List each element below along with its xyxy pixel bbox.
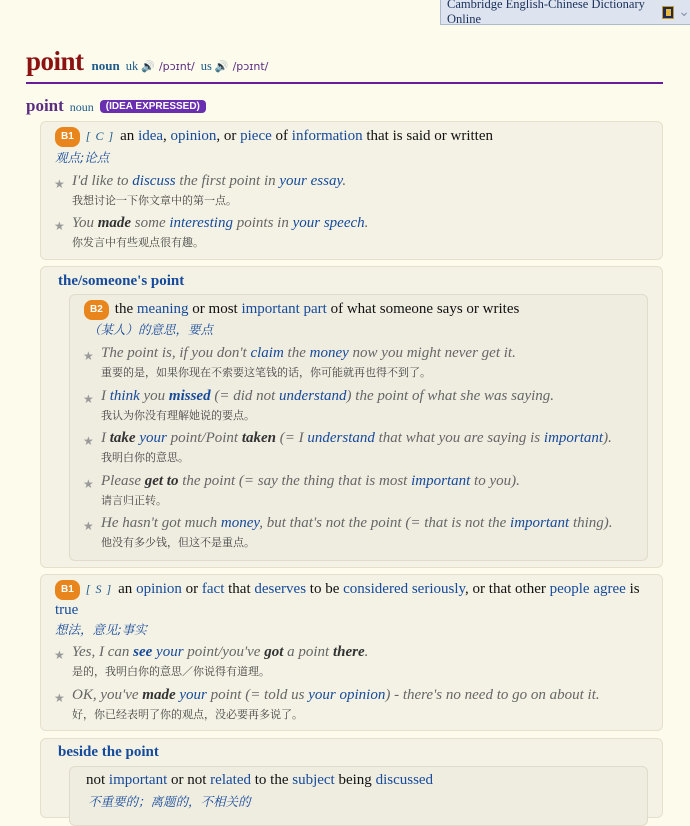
word-link[interactable]: important xyxy=(510,515,570,531)
definition-chinese: 想法，意见;事实 xyxy=(55,622,147,637)
example-translation: 好，你已经表明了你的观点，没必要再多说了。 xyxy=(72,708,303,721)
example-translation: 重要的是，如果你现在不索要这笔钱的话，你可能就再也得不到了。 xyxy=(101,366,431,379)
example-sentence: ★ Please get to the point (= say the thing that is most important to you). 请言归正转。 xyxy=(83,473,520,507)
star-icon[interactable]: ★ xyxy=(83,392,94,406)
grammar-label: [ S ] xyxy=(85,582,113,596)
example-sentence: ★ You made some interesting points in your speech. 你发言中有些观点很有趣。 xyxy=(54,215,369,249)
word-link[interactable]: opinion xyxy=(136,581,182,597)
level-badge: B1 xyxy=(55,127,80,147)
word-link[interactable]: money xyxy=(220,515,260,531)
word-link[interactable]: missed xyxy=(168,388,211,404)
example-sentence: ★ OK, you've made your point (= told us your opinion) - there's no need to go on about it. 好，你已经表明了你的观点，没必要再多说了。 xyxy=(54,687,600,721)
example-translation: 请言归正转。 xyxy=(101,494,167,507)
definition-text: B2 the meaning or most important part of what someone says or writes xyxy=(84,300,519,321)
word-link[interactable]: your essay xyxy=(279,173,343,189)
word-link[interactable]: think xyxy=(109,388,140,404)
example-translation: 是的，我明白你的意思／你说得有道理。 xyxy=(72,665,270,678)
word-link[interactable]: opinion xyxy=(170,128,217,144)
word-link[interactable]: your xyxy=(179,687,207,703)
word-link[interactable]: your opinion xyxy=(308,687,386,703)
dictionary-logo-icon xyxy=(662,6,674,19)
def-word: , xyxy=(163,128,167,144)
word-link[interactable]: discuss xyxy=(132,173,176,189)
word-link[interactable]: your xyxy=(156,644,184,660)
headword-header xyxy=(26,46,663,84)
word-link[interactable]: information xyxy=(291,128,363,144)
word-link[interactable]: people agree xyxy=(549,581,626,597)
word-link[interactable]: related xyxy=(210,772,251,788)
example-sentence: ★ He hasn't got much money, but that's not the point (= that is not the important thing). 他没有多少钱，但这不是重点。 xyxy=(83,515,613,549)
word-link[interactable]: considered seriously xyxy=(343,581,466,597)
definition-text: B1 [ S ] an opinion or fact that deserves to be considered seriously, or that other people agree is true xyxy=(55,581,640,618)
part-of-speech: noun xyxy=(91,58,120,73)
word-link[interactable]: understand xyxy=(307,430,375,446)
word-link[interactable]: understand xyxy=(279,388,347,404)
def-word: of xyxy=(275,128,289,144)
word-link[interactable]: claim xyxy=(250,345,284,361)
word-link[interactable]: true xyxy=(55,602,79,618)
word-link[interactable]: important part xyxy=(241,301,327,317)
grammar-label: [ C ] xyxy=(85,129,115,143)
word-link[interactable]: your speech xyxy=(292,215,365,231)
example-sentence: ★ Yes, I can see your point/you've got a point there. 是的，我明白你的意思／你说得有道理。 xyxy=(54,644,369,678)
us-label: us xyxy=(200,59,212,73)
uk-pronunciation: /pɔɪnt/ xyxy=(158,60,195,73)
word-link[interactable]: piece xyxy=(240,128,272,144)
example-translation: 你发言中有些观点很有趣。 xyxy=(72,236,204,249)
sense-header xyxy=(26,96,206,116)
word-link[interactable]: important xyxy=(543,430,604,446)
example-translation: 我明白你的意思。 xyxy=(101,451,189,464)
word-link[interactable]: subject xyxy=(292,772,335,788)
definition-text xyxy=(55,127,493,148)
example-translation: 我认为你没有理解她说的要点。 xyxy=(101,409,255,422)
word-link[interactable]: money xyxy=(309,345,349,361)
example-translation: 我想讨论一下你文章中的第一点。 xyxy=(72,194,237,207)
phrase-title[interactable]: the/someone's point xyxy=(58,273,185,289)
word-link[interactable]: important xyxy=(411,473,471,489)
definition-text: not important or not related to the subject being discussed xyxy=(86,772,434,788)
chevron-down-icon[interactable]: ⌄ xyxy=(678,4,690,20)
sense-word: point xyxy=(26,96,64,115)
example-sentence: ★ I'd like to discuss the first point in your essay. 我想讨论一下你文章中的第一点。 xyxy=(54,173,347,207)
word-link[interactable]: your xyxy=(139,430,167,446)
definition-chinese: （某人）的意思，要点 xyxy=(88,322,214,337)
speaker-icon[interactable]: 🔊 xyxy=(141,60,155,73)
word-link[interactable]: discussed xyxy=(375,772,434,788)
word-link[interactable]: see xyxy=(133,644,153,660)
word-link[interactable]: important xyxy=(108,772,168,788)
level-badge: B2 xyxy=(84,300,109,320)
headword: point xyxy=(26,46,84,76)
definition-chinese: 不重要的；离题的，不相关的 xyxy=(88,794,251,809)
example-translation: 他没有多少钱，但这不是重点。 xyxy=(101,536,255,549)
example-sentence: ★ The point is, if you don't claim the money now you might never get it. 重要的是，如果你现在不索要这笔钱的话，你可能就再也得不到了。 xyxy=(83,345,516,379)
level-badge: B1 xyxy=(55,580,80,600)
star-icon[interactable]: ★ xyxy=(83,519,94,533)
star-icon[interactable]: ★ xyxy=(54,219,65,233)
def-word: , or xyxy=(216,128,237,144)
word-link[interactable]: idea xyxy=(138,128,164,144)
speaker-icon[interactable]: 🔊 xyxy=(214,60,229,73)
word-link[interactable]: fact xyxy=(201,581,225,597)
sense-pos: noun xyxy=(69,100,94,114)
star-icon[interactable]: ★ xyxy=(54,691,65,705)
star-icon[interactable]: ★ xyxy=(83,434,94,448)
us-pronunciation: /pɔɪnt/ xyxy=(232,60,269,73)
uk-label: uk xyxy=(125,59,139,73)
word-link[interactable]: meaning xyxy=(136,301,189,317)
def-word: that is said or written xyxy=(366,128,494,144)
example-sentence: ★ I think you missed (= did not understand) the point of what she was saying. 我认为你没有理解她说的要点。 xyxy=(83,388,555,422)
dictionary-topbar[interactable] xyxy=(440,0,690,25)
star-icon[interactable]: ★ xyxy=(83,349,94,363)
phrase-title[interactable]: beside the point xyxy=(58,744,159,760)
guideword-badge: (IDEA EXPRESSED) xyxy=(100,100,206,113)
definition-chinese: 观点;论点 xyxy=(55,150,110,165)
def-word: an xyxy=(120,128,135,144)
topbar-title[interactable]: Cambridge English-Chinese Dictionary Online xyxy=(447,0,645,26)
word-link[interactable]: interesting xyxy=(169,215,233,231)
example-sentence: ★ I take your point/Point taken (= I understand that what you are saying is important). 我明白你的意思。 xyxy=(83,430,612,464)
star-icon[interactable]: ★ xyxy=(54,648,65,662)
star-icon[interactable]: ★ xyxy=(54,177,65,191)
word-link[interactable]: deserves xyxy=(254,581,307,597)
star-icon[interactable]: ★ xyxy=(83,477,94,491)
